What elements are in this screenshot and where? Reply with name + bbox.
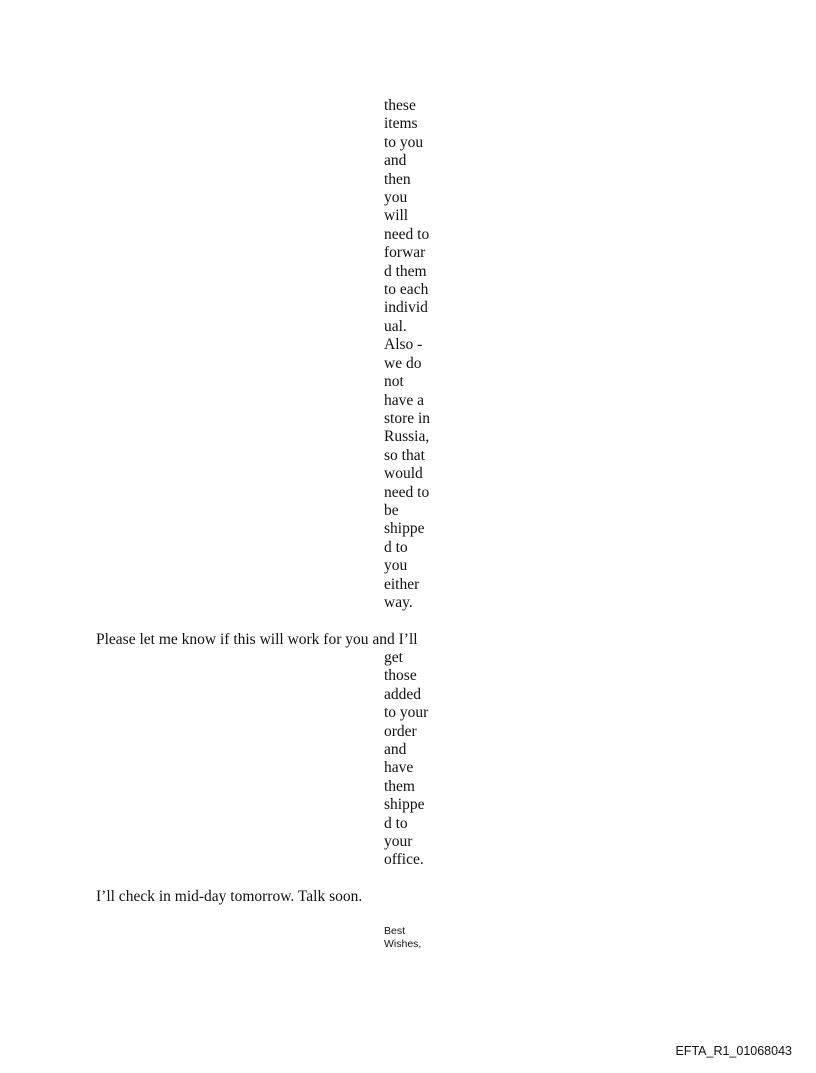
body-line: those (384, 667, 417, 685)
body-line: not (384, 373, 404, 391)
body-line: them (384, 777, 415, 795)
email-body-column-1 (384, 97, 444, 612)
body-line: to your (384, 704, 429, 722)
body-line: to you (384, 133, 424, 151)
bates-number: EFTA_R1_01068043 (675, 1044, 792, 1058)
body-line: individ (384, 299, 428, 317)
body-line: have a (384, 391, 425, 409)
body-line: and (384, 152, 407, 170)
body-line: you (384, 189, 408, 207)
email-closing (384, 925, 421, 951)
body-line: shippe (384, 796, 425, 814)
please-let-me-know-line: Please let me know if this will work for you and I’ll (96, 631, 418, 648)
body-line: we do (384, 354, 422, 372)
closing-line: Best (384, 925, 406, 937)
closing-line: Wishes, (384, 938, 422, 950)
body-line: get (384, 649, 403, 666)
body-line: either (384, 575, 420, 593)
body-line: your (384, 833, 413, 851)
body-line: order (384, 722, 417, 740)
body-line: forwar (384, 244, 426, 262)
body-line: items (384, 115, 418, 133)
body-line: then (384, 170, 411, 188)
body-line: have (384, 759, 414, 777)
body-line: d to (384, 814, 408, 832)
body-line: be (384, 501, 399, 519)
body-line: need to (384, 483, 430, 501)
body-line: and (384, 741, 407, 759)
body-line: store in (384, 409, 431, 427)
body-line: need to (384, 225, 430, 243)
body-line: Also - (384, 336, 423, 354)
body-line: to each (384, 281, 429, 299)
body-line: way. (384, 593, 413, 611)
body-line: Russia, (384, 428, 430, 446)
body-line: added (384, 685, 422, 703)
body-line: so that (384, 446, 425, 464)
body-line: ual. (384, 317, 407, 335)
body-line: you (384, 557, 408, 575)
body-line: would (384, 465, 423, 483)
body-line: these (384, 97, 416, 114)
body-line: d them (384, 262, 427, 280)
body-line: shippe (384, 520, 425, 538)
body-line: office. (384, 851, 424, 869)
check-in-line: I’ll check in mid-day tomorrow. Talk soon. (96, 888, 363, 905)
body-line: d to (384, 538, 408, 556)
email-body-column-2 (384, 649, 444, 870)
body-line: will (384, 207, 409, 225)
